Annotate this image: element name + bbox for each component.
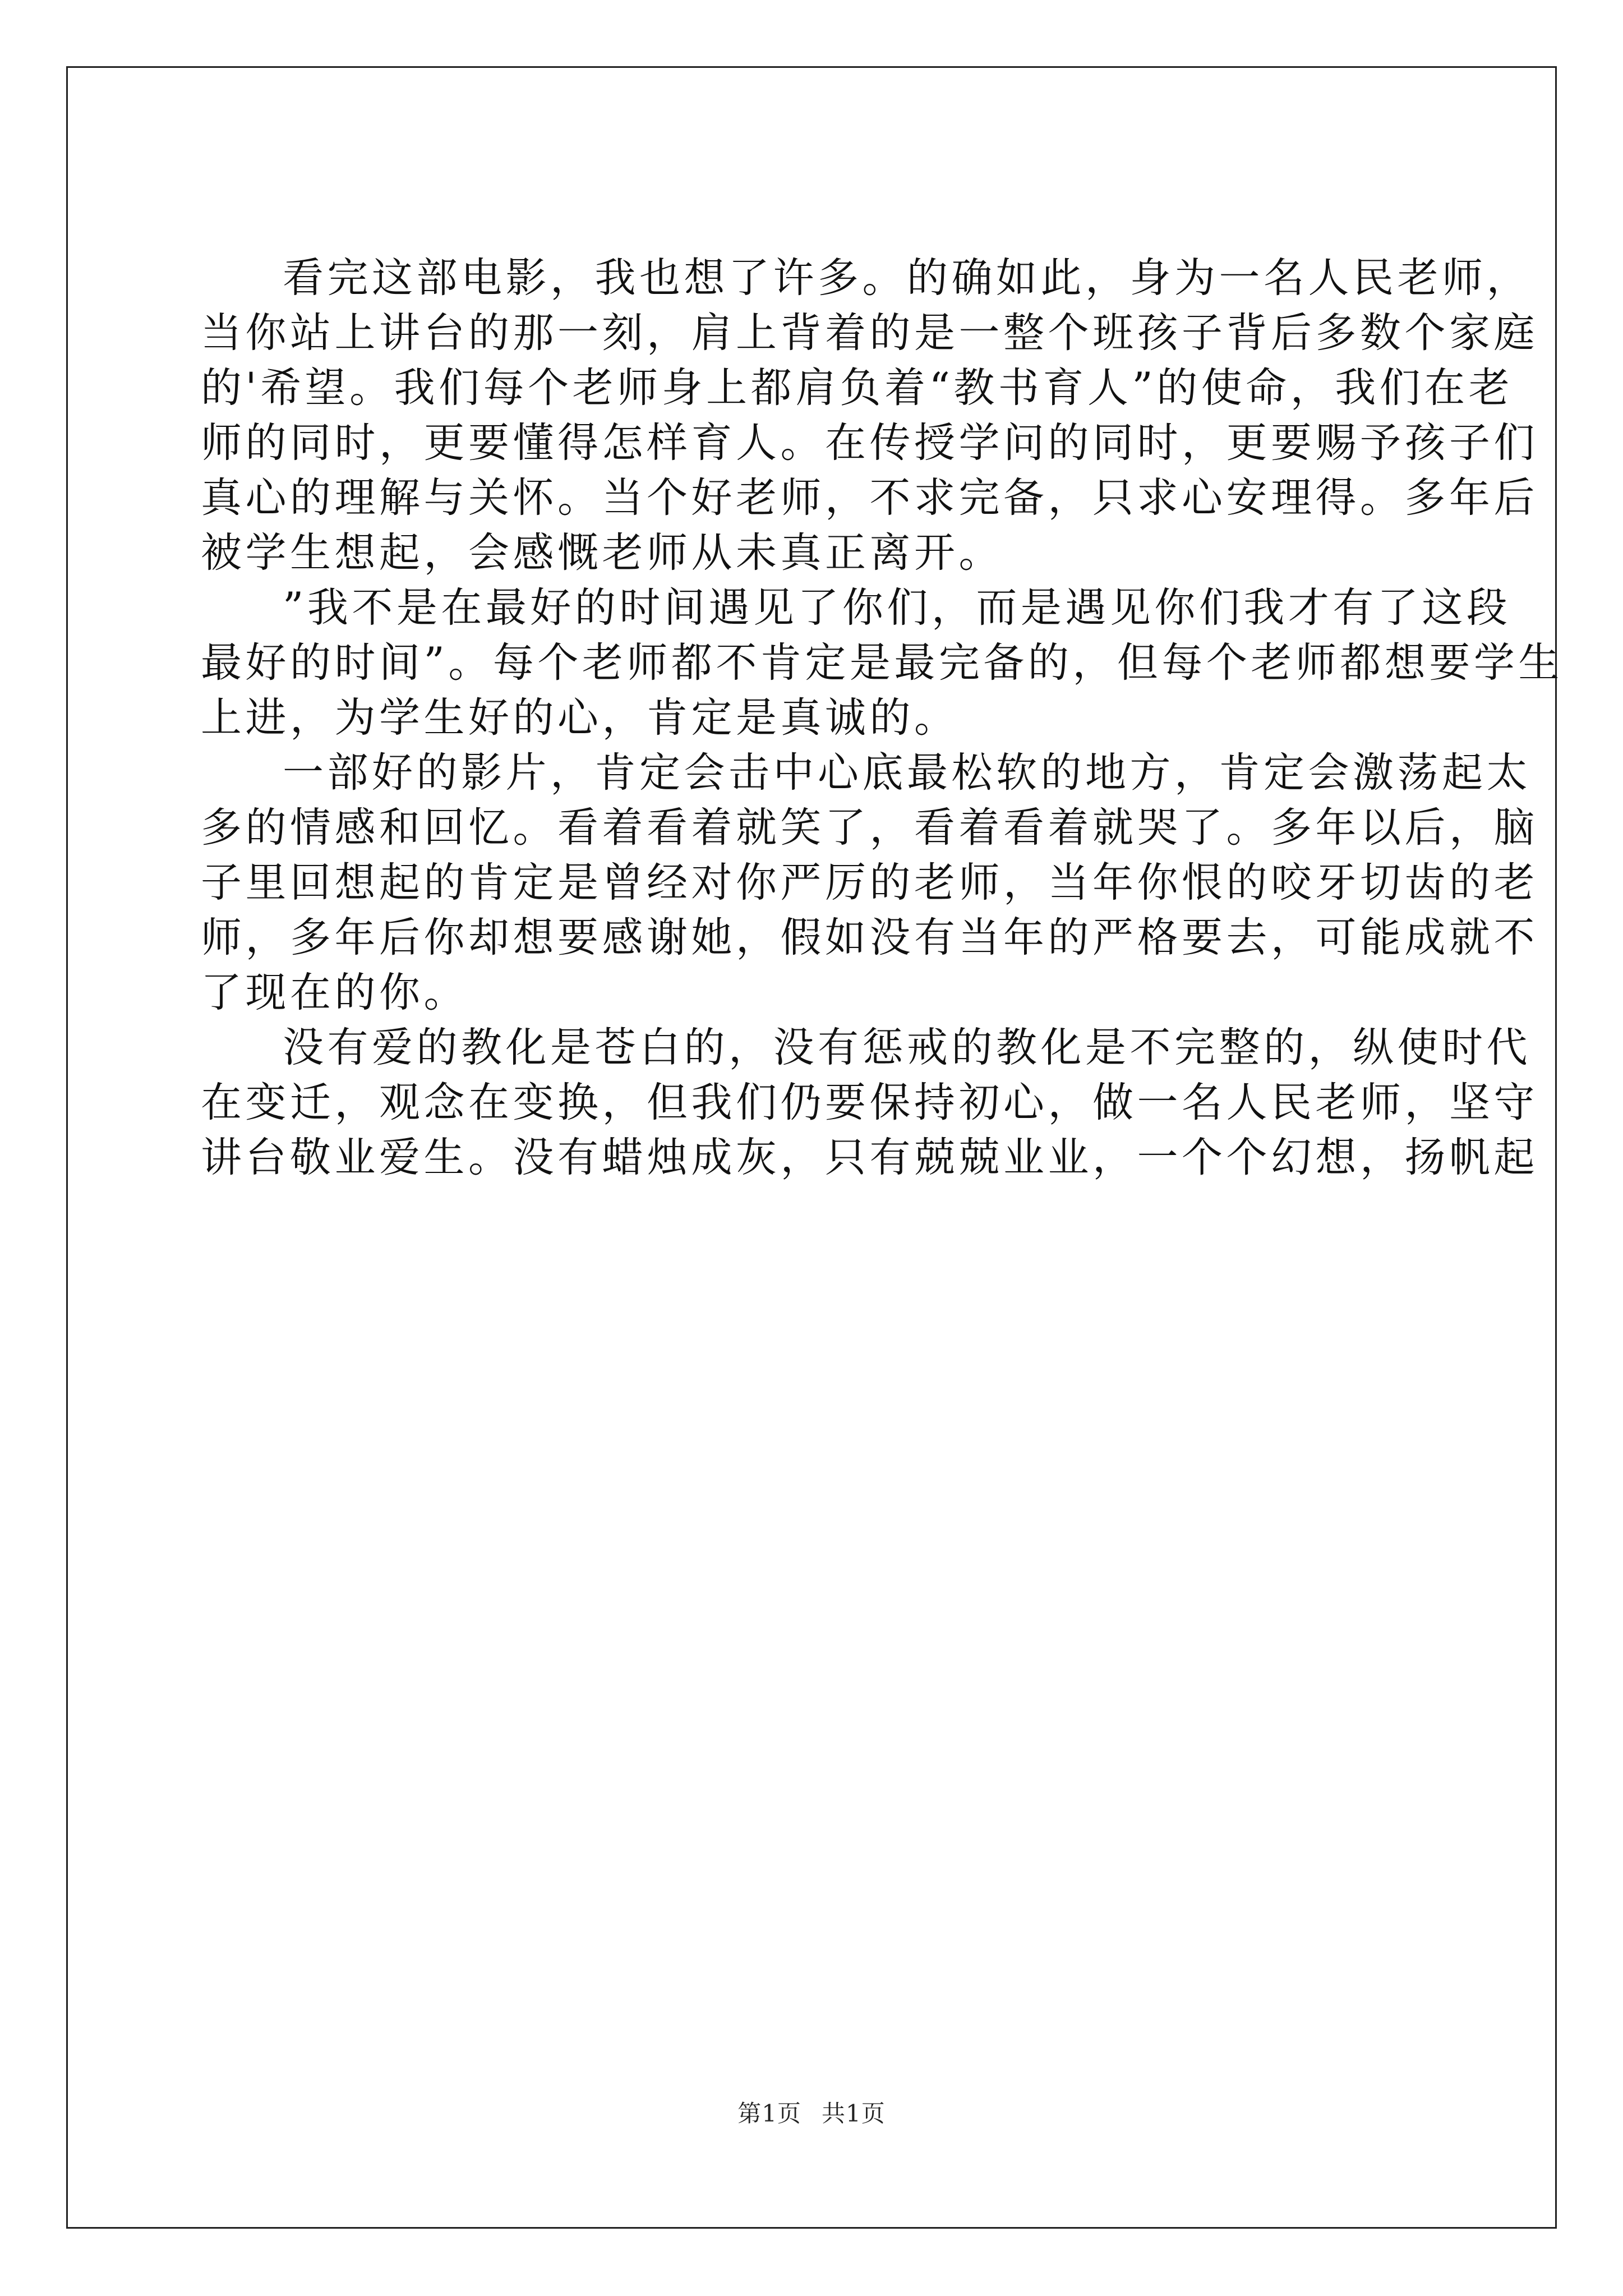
paragraph-1-line-3: 的'希望。我们每个老师身上都肩负着“教书育人”的使命，我们在老 [201, 364, 1514, 412]
paragraph-1-line-6: 被学生想起，会感慨老师从未真正离开。 [201, 529, 1003, 577]
page-footer [0, 2095, 1623, 2129]
paragraph-3-line-1: 一部好的影片，肯定会击中心底最松软的地方，肯定会激荡起太 [283, 749, 1531, 797]
document-body [201, 223, 1563, 1213]
paragraph-1-line-4: 师的同时，更要懂得怎样育人。在传授学问的同时，更要赐予孩子们 [201, 419, 1538, 467]
paragraph-3-line-4: 师，多年后你却想要感谢她，假如没有当年的严格要去，可能成就不 [201, 914, 1538, 961]
paragraph-4-line-2: 在变迁，观念在变换，但我们仍要保持初心，做一名人民老师，坚守 [201, 1079, 1538, 1126]
paragraph-2-line-1: ”我不是在最好的时间遇见了你们，而是遇见你们我才有了这段 [283, 584, 1511, 632]
total-pages: 共1页 [822, 2100, 886, 2127]
paragraph-2-line-2: 最好的时间”。每个老师都不肯定是最完备的，但每个老师都想要学生 [201, 639, 1563, 687]
paragraph-1-line-1: 看完这部电影，我也想了许多。的确如此，身为一名人民老师， [283, 254, 1531, 302]
paragraph-1-line-2: 当你站上讲台的那一刻，肩上背着的是一整个班孩子背后多数个家庭 [201, 309, 1538, 357]
paragraph-1-line-5: 真心的理解与关怀。当个好老师，不求完备，只求心安理得。多年后 [201, 474, 1538, 522]
paragraph-3-line-2: 多的情感和回忆。看着看着就笑了，看着看着就哭了。多年以后，脑 [201, 804, 1538, 852]
paragraph-3-line-5: 了现在的你。 [201, 969, 468, 1016]
paragraph-4-line-3: 讲台敬业爱生。没有蜡烛成灰，只有兢兢业业，一个个幻想，扬帆起 [201, 1134, 1538, 1181]
paragraph-3-line-3: 子里回想起的肯定是曾经对你严厉的老师，当年你恨的咬牙切齿的老 [201, 859, 1538, 907]
paragraph-2-line-3: 上进，为学生好的心，肯定是真诚的。 [201, 694, 959, 742]
page-number: 第1页 [737, 2100, 801, 2127]
paragraph-4-line-1: 没有爱的教化是苍白的，没有惩戒的教化是不完整的，纵使时代 [283, 1024, 1531, 1071]
